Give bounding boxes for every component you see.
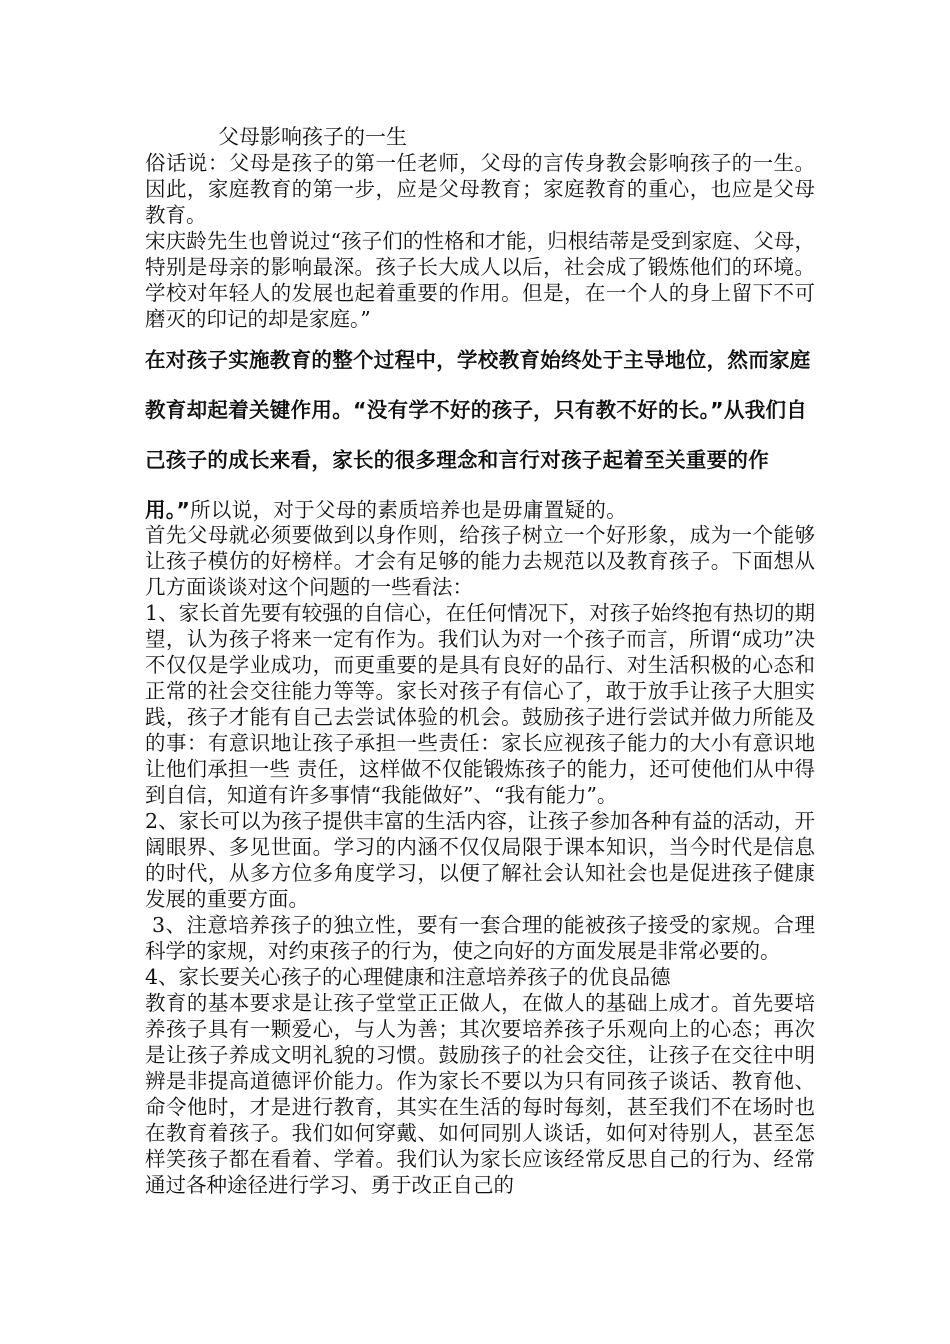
quote-paragraph: 宋庆龄先生也曾说过“孩子们的性格和才能，归根结蒂是受到家庭、父母，特别是母亲的影响最深。孩子长大成人以后，社会成了锻炼他们的环境。学校对年轻人的发展也起着重要的作用。但是，在一个人的身上留下不可磨灭的印记的却是家庭。”	[145, 229, 815, 331]
intro-paragraph: 俗话说：父母是孩子的第一任老师，父母的言传身教会影响孩子的一生。因此，家庭教育的第一步，应是父母教育；家庭教育的重心，也应是父母教育。	[145, 151, 815, 227]
highlight-text: 在对孩子实施教育的整个过程中，学校教育始终处于主导地位，然而家庭教育却起着关键作用。“没有学不好的孩子，只有教不好的长。”从我们自己孩子的成长来看，家长的很多理念和言行对孩子起着至关重要的作用。”	[145, 348, 811, 522]
highlight-paragraph	[145, 335, 820, 535]
body-text: 首先父母就必须要做到以身作则，给孩子树立一个好形象，成为一个能够让孩子模仿的好榜样。才会有足够的能力去规范以及教育孩子。下面想从几方面谈谈对这个问题的一些看法： 1、家长首先要有较强的自信心，在任何情况下，对孩子始终抱有热切的期望，认为孩子将来一定有作为。我们认为对一个孩子而言，所谓“成功”决不仅仅是学业成功，而更重要的是具有良好的品行、对生活积极的心态和正常的社会交往能力等等。家长对孩子有信心了，敢于放手让孩子大胆实践，孩子才能有自己去尝试体验的机会。鼓励孩子进行尝试并做力所能及的事：有意识地让孩子承担一些责任：家长应视孩子能力的大小有意识地让他们承担一些 责任，这样做不仅能锻炼孩子的能力，还可使他们从中得到自信，知道有许多事情“我能做好”、“我有能力”。 2、家长可以为孩子提供丰富的生活内容，让孩子参加各种有益的活动，开阔眼界、多见世面。学习的内涵不仅仅局限于课本知识，当今时代是信息的时代，从多方位多角度学习，以便了解社会认知社会也是促进孩子健康发展的重要方面。 3、注意培养孩子的独立性，要有一套合理的能被孩子接受的家规。合理科学的家规，对约束孩子的行为，使之向好的方面发展是非常必要的。 4、家长要关心孩子的心理健康和注意培养孩子的优良品德 教育的基本要求是让孩子堂堂正正做人，在做人的基础上成才。首先要培养孩子具有一颗爱心，与人为善；其次要培养孩子乐观向上的心态；再次是让孩子养成文明礼貌的习惯。鼓励孩子的社会交往，让孩子在交往中明辨是非提高道德评价能力。作为家长不要以为只有同孩子谈话、教育他、命令他时，才是进行教育，其实在生活的每时每刻，甚至我们不在场时也在教育着孩子。我们如何穿戴、如何同别人谈话，如何对待别人，甚至怎样笑孩子都在看着、学着。我们认为家长应该经常反思自己的行为、经常通过各种途径进行学习、勇于改正自己的	[145, 523, 815, 1197]
highlight-tail-text: 所以说，对于父母的素质培养也是毋庸置疑的。	[190, 498, 627, 522]
document-title: 父母影响孩子的一生	[218, 125, 407, 149]
